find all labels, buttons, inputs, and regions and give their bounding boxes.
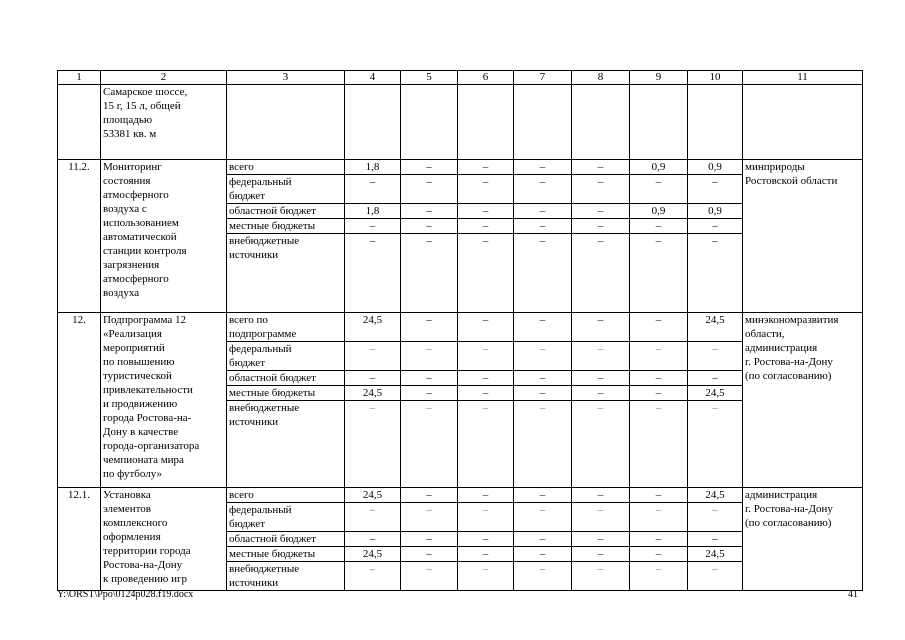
- value-cell: –: [458, 313, 514, 342]
- value-cell: –: [572, 175, 630, 204]
- value-cell: –: [345, 342, 401, 371]
- value-cell: –: [514, 234, 572, 313]
- value-cell: –: [514, 160, 572, 175]
- responsible-party: минприроды Ростовской области: [743, 160, 863, 313]
- value-cell: –: [630, 503, 688, 532]
- row-number: 11.2.: [58, 160, 101, 313]
- value-cell: –: [514, 371, 572, 386]
- value-cell: 24,5: [688, 313, 743, 342]
- row-number: 12.: [58, 313, 101, 488]
- continuation-row: [58, 85, 863, 160]
- value-cell: –: [572, 488, 630, 503]
- empty-cell: [458, 85, 514, 160]
- value-cell: –: [401, 160, 458, 175]
- value-cell: –: [688, 175, 743, 204]
- budget-table: [57, 70, 863, 591]
- value-cell: 24,5: [345, 313, 401, 342]
- funding-source-label: федеральный бюджет: [227, 175, 345, 204]
- section-11-2: [58, 160, 863, 313]
- value-cell: –: [458, 371, 514, 386]
- value-cell: –: [514, 204, 572, 219]
- empty-cell: [572, 85, 630, 160]
- value-cell: –: [514, 532, 572, 547]
- value-cell: –: [514, 503, 572, 532]
- budget-row: [58, 313, 863, 342]
- value-cell: –: [458, 401, 514, 488]
- value-cell: –: [630, 219, 688, 234]
- activity-name: Подпрограмма 12 «Реализация мероприятий по повышению туристической привлекательности и продвижению города Ростова-на- Дону в качестве города-организатора чемпионата мира по футболу»: [101, 313, 227, 488]
- value-cell: –: [345, 234, 401, 313]
- footer-file-path: Y:\ORST\Ppo\0124p028.f19.docx: [57, 589, 194, 600]
- header-cell: 2: [101, 71, 227, 85]
- value-cell: –: [458, 532, 514, 547]
- value-cell: –: [401, 386, 458, 401]
- value-cell: –: [401, 204, 458, 219]
- funding-source-label: областной бюджет: [227, 532, 345, 547]
- value-cell: –: [572, 204, 630, 219]
- value-cell: –: [572, 547, 630, 562]
- empty-cell: [401, 85, 458, 160]
- value-cell: –: [630, 547, 688, 562]
- funding-source-label: внебюджетные источники: [227, 562, 345, 591]
- value-cell: –: [401, 234, 458, 313]
- value-cell: –: [630, 562, 688, 591]
- value-cell: –: [345, 503, 401, 532]
- value-cell: 24,5: [688, 488, 743, 503]
- value-cell: –: [514, 386, 572, 401]
- value-cell: –: [458, 503, 514, 532]
- value-cell: –: [572, 386, 630, 401]
- value-cell: –: [572, 219, 630, 234]
- value-cell: –: [630, 401, 688, 488]
- value-cell: –: [630, 313, 688, 342]
- value-cell: –: [458, 234, 514, 313]
- funding-source-label: местные бюджеты: [227, 219, 345, 234]
- value-cell: –: [514, 313, 572, 342]
- value-cell: 24,5: [345, 547, 401, 562]
- value-cell: –: [572, 532, 630, 547]
- value-cell: –: [688, 532, 743, 547]
- value-cell: –: [514, 562, 572, 591]
- value-cell: 1,8: [345, 204, 401, 219]
- value-cell: –: [345, 401, 401, 488]
- funding-source-label: федеральный бюджет: [227, 503, 345, 532]
- value-cell: –: [401, 488, 458, 503]
- header-cell: 7: [514, 71, 572, 85]
- row-number: 12.1.: [58, 488, 101, 591]
- header-cell: 1: [58, 71, 101, 85]
- value-cell: –: [401, 175, 458, 204]
- value-cell: –: [688, 342, 743, 371]
- value-cell: –: [572, 234, 630, 313]
- value-cell: –: [458, 386, 514, 401]
- value-cell: –: [630, 532, 688, 547]
- funding-source-label: областной бюджет: [227, 371, 345, 386]
- value-cell: –: [401, 219, 458, 234]
- funding-source-label: областной бюджет: [227, 204, 345, 219]
- responsible-party: администрация г. Ростова-на-Дону (по согласованию): [743, 488, 863, 591]
- value-cell: –: [345, 562, 401, 591]
- value-cell: –: [688, 503, 743, 532]
- value-cell: –: [514, 488, 572, 503]
- value-cell: 1,8: [345, 160, 401, 175]
- value-cell: –: [572, 342, 630, 371]
- funding-source-label: всего по подпрограмме: [227, 313, 345, 342]
- header-cell: 8: [572, 71, 630, 85]
- value-cell: –: [458, 160, 514, 175]
- funding-source-label: внебюджетные источники: [227, 401, 345, 488]
- funding-source-label: всего: [227, 488, 345, 503]
- header-cell: 9: [630, 71, 688, 85]
- value-cell: –: [345, 371, 401, 386]
- value-cell: –: [630, 175, 688, 204]
- value-cell: –: [345, 532, 401, 547]
- empty-cell: [630, 85, 688, 160]
- value-cell: –: [572, 401, 630, 488]
- section-12-1: [58, 488, 863, 591]
- funding-source-label: местные бюджеты: [227, 547, 345, 562]
- value-cell: 24,5: [345, 386, 401, 401]
- value-cell: 24,5: [688, 386, 743, 401]
- budget-row: [58, 488, 863, 503]
- value-cell: –: [458, 175, 514, 204]
- empty-cell: [514, 85, 572, 160]
- value-cell: –: [345, 219, 401, 234]
- value-cell: –: [458, 342, 514, 371]
- value-cell: –: [458, 219, 514, 234]
- value-cell: –: [401, 371, 458, 386]
- value-cell: –: [514, 175, 572, 204]
- budget-row: [58, 160, 863, 175]
- value-cell: –: [572, 371, 630, 386]
- funding-source-label: всего: [227, 160, 345, 175]
- empty-cell: [227, 85, 345, 160]
- value-cell: –: [401, 313, 458, 342]
- value-cell: 24,5: [345, 488, 401, 503]
- header-cell: 10: [688, 71, 743, 85]
- activity-name: Мониторинг состояния атмосферного воздуха с использованием автоматической станции контроля загрязнения атмосферного воздуха: [101, 160, 227, 313]
- value-cell: –: [688, 219, 743, 234]
- funding-source-label: федеральный бюджет: [227, 342, 345, 371]
- value-cell: –: [401, 547, 458, 562]
- header-row: [58, 71, 863, 85]
- value-cell: 0,9: [630, 160, 688, 175]
- value-cell: –: [630, 488, 688, 503]
- empty-cell: [743, 85, 863, 160]
- value-cell: –: [688, 401, 743, 488]
- value-cell: –: [401, 562, 458, 591]
- value-cell: –: [572, 503, 630, 532]
- activity-name: Самарское шоссе, 15 г, 15 л, общей площадью 53381 кв. м: [101, 85, 227, 160]
- value-cell: –: [572, 562, 630, 591]
- value-cell: 0,9: [630, 204, 688, 219]
- activity-name: Установка элементов комплексного оформления территории города Ростова-на-Дону к проведению игр: [101, 488, 227, 591]
- header-cell: 11: [743, 71, 863, 85]
- value-cell: –: [514, 219, 572, 234]
- value-cell: –: [630, 386, 688, 401]
- value-cell: –: [630, 342, 688, 371]
- value-cell: –: [630, 234, 688, 313]
- footer-page-number: 41: [848, 589, 858, 600]
- empty-cell: [345, 85, 401, 160]
- value-cell: –: [458, 562, 514, 591]
- value-cell: –: [345, 175, 401, 204]
- value-cell: –: [514, 342, 572, 371]
- value-cell: –: [514, 401, 572, 488]
- responsible-party: минэкономразвития области, администрация г. Ростова-на-Дону (по согласованию): [743, 313, 863, 488]
- value-cell: –: [688, 234, 743, 313]
- value-cell: 0,9: [688, 160, 743, 175]
- value-cell: –: [401, 503, 458, 532]
- value-cell: –: [688, 562, 743, 591]
- value-cell: –: [688, 371, 743, 386]
- header-cell: 4: [345, 71, 401, 85]
- empty-cell: [688, 85, 743, 160]
- section-12: [58, 313, 863, 488]
- value-cell: –: [458, 204, 514, 219]
- value-cell: –: [458, 488, 514, 503]
- value-cell: 24,5: [688, 547, 743, 562]
- value-cell: –: [401, 532, 458, 547]
- header-cell: 3: [227, 71, 345, 85]
- empty-cell: [58, 85, 101, 160]
- value-cell: –: [630, 371, 688, 386]
- header-cell: 5: [401, 71, 458, 85]
- funding-source-label: местные бюджеты: [227, 386, 345, 401]
- value-cell: 0,9: [688, 204, 743, 219]
- value-cell: –: [572, 313, 630, 342]
- value-cell: –: [514, 547, 572, 562]
- value-cell: –: [572, 160, 630, 175]
- value-cell: –: [401, 401, 458, 488]
- funding-source-label: внебюджетные источники: [227, 234, 345, 313]
- value-cell: –: [401, 342, 458, 371]
- header-cell: 6: [458, 71, 514, 85]
- value-cell: –: [458, 547, 514, 562]
